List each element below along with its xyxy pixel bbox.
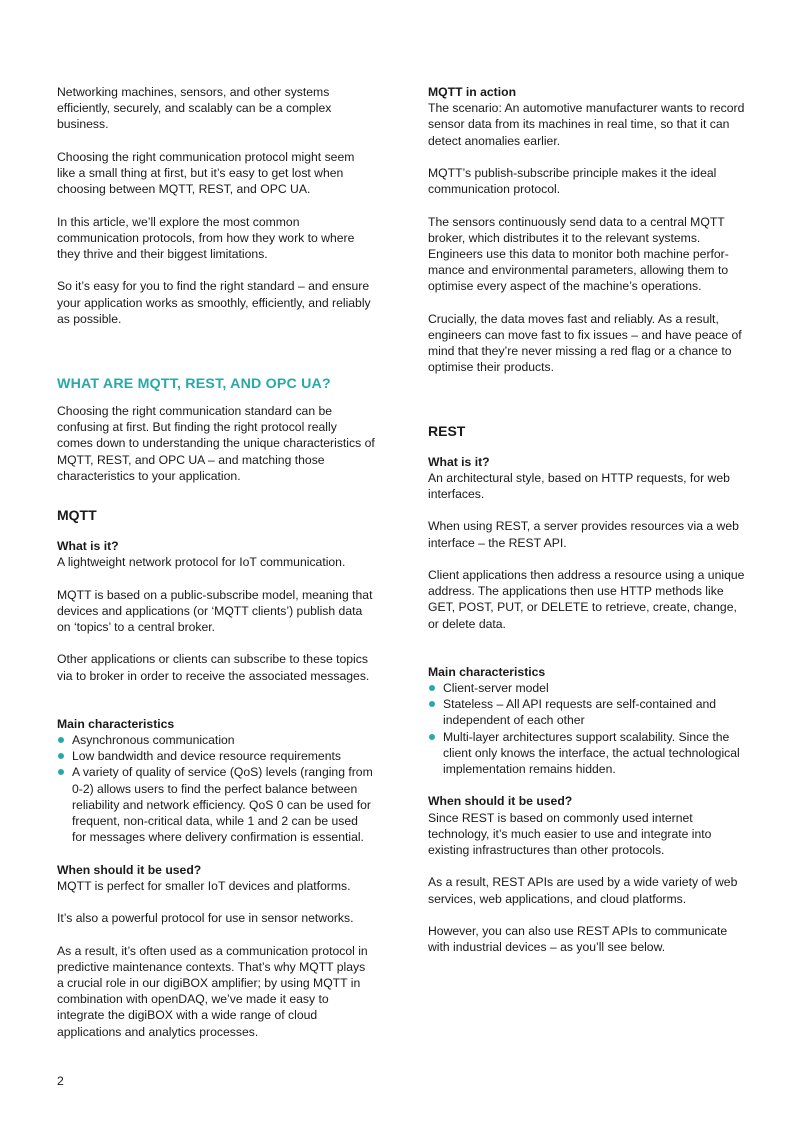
page-number: 2 bbox=[57, 1074, 64, 1088]
mqtt-characteristics-list bbox=[57, 732, 375, 845]
rest-paragraph-3: As a result, REST APIs are used by a wide variety of web services, web applications, and cloud platforms. bbox=[428, 875, 738, 906]
rest-what-label: What is it? bbox=[428, 454, 490, 469]
intro-paragraph-1: Networking machines, sensors, and other systems efficiently, securely, and scalably can be a complex business. bbox=[57, 85, 332, 132]
rest-main-label: Main characteristics bbox=[428, 664, 546, 679]
mqtt-paragraph-1: MQTT is based on a public-subscribe model, meaning that devices and applications (or ‘MQTT clients’) publish data on ‘topics’ to a central broker. bbox=[57, 587, 373, 635]
intro-paragraph-3: In this article, we’ll explore the most common communication protocols, from how they work to where they thrive and their biggest limitations. bbox=[57, 214, 355, 261]
mqtt-what-text: A lightweight network protocol for IoT communication. bbox=[57, 555, 346, 570]
mqtt-action-paragraph-3: The sensors continuously send data to a central MQTT broker, which distributes it to the relevant systems. Engineers use this data to monitor both machine perfor-mance and environmental parameters, allowing them to optimise every aspect of the machine’s operations. bbox=[428, 214, 729, 294]
mqtt-main-label: Main characteristics bbox=[57, 716, 175, 731]
mqtt-action-label: MQTT in action bbox=[428, 85, 517, 99]
rest-when-text: Since REST is based on commonly used internet technology, it’s much easier to use and integrate into existing infrastructures than other protocols. bbox=[428, 810, 712, 858]
mqtt-when-label: When should it be used? bbox=[57, 862, 202, 877]
mqtt-paragraph-4: As a result, it’s often used as a communication protocol in predictive maintenance contexts. That’s why MQTT plays a crucial role in our digiBOX amplifier; by using MQTT in combination with openDAQ, we’ve made it easy to integrate the digiBOX with a wide range of cloud applications and analytics processes. bbox=[57, 943, 368, 1039]
list-item: Client-server model bbox=[428, 680, 746, 696]
mqtt-paragraph-3: It’s also a powerful protocol for use in sensor networks. bbox=[57, 911, 354, 926]
left-column bbox=[57, 84, 375, 1040]
rest-when-label: When should it be used? bbox=[428, 794, 573, 809]
mqtt-action-paragraph-4: Crucially, the data moves fast and reliably. As a result, engineers can move fast to fix issues – and have peace of mind that they’re never missing a red flag or a chance to optimise their products. bbox=[428, 311, 742, 375]
mqtt-paragraph-2: Other applications or clients can subscribe to these topics via to broker in order to receive the associated messages. bbox=[57, 652, 370, 683]
list-item: Low bandwidth and device resource requirements bbox=[57, 748, 375, 764]
rest-paragraph-1: When using REST, a server provides resources via a web interface – the REST API. bbox=[428, 519, 739, 550]
rest-paragraph-4: However, you can also use REST APIs to communicate with industrial devices – as you’ll see below. bbox=[428, 924, 728, 955]
list-item: Stateless – All API requests are self-contained and independent of each other bbox=[428, 696, 746, 728]
list-item: Multi-layer architectures support scalability. Since the client only knows the interface, the actual technological implementation remains hidden. bbox=[428, 729, 746, 778]
mqtt-heading: MQTT bbox=[57, 507, 97, 524]
rest-characteristics-list bbox=[428, 680, 746, 777]
intro-paragraph-2: Choosing the right communication protocol might seem like a small thing at first, but it’s easy to get lost when choosing between MQTT, REST, and OPC UA. bbox=[57, 149, 355, 197]
mqtt-action-paragraph-1: The scenario: An automotive manufacturer wants to record sensor data from its machines in real time, so that it can detect anomalies earlier. bbox=[428, 101, 745, 148]
rest-paragraph-2: Client applications then address a resource using a unique address. The applications then use HTTP methods like GET, POST, PUT, or DELETE to retrieve, create, change, or delete data. bbox=[428, 568, 745, 631]
list-item: Asynchronous communication bbox=[57, 732, 375, 748]
list-item: A variety of quality of service (QoS) levels (ranging from 0-2) allows users to find the perfect balance between reliability and network efficiency. QoS 0 can be used for frequent, non-critical data, while 1 and 2 can be used for messages where delivery confirmation is essential. bbox=[57, 764, 375, 845]
intro-paragraph-4: So it’s easy for you to find the right standard – and ensure your application works as smoothly, efficiently, and reliably as possible. bbox=[57, 279, 371, 326]
mqtt-what-label: What is it? bbox=[57, 539, 119, 554]
right-column bbox=[428, 84, 746, 955]
section-intro: Choosing the right communication standard can be confusing at first. But finding the right protocol really comes down to understanding the unique characteristics of MQTT, REST, and OPC UA – and matching those characteristics to your application. bbox=[57, 404, 375, 483]
section-heading: WHAT ARE MQTT, REST, AND OPC UA? bbox=[57, 376, 331, 392]
rest-heading: REST bbox=[428, 422, 466, 439]
rest-what-text: An architectural style, based on HTTP requests, for web interfaces. bbox=[428, 470, 730, 502]
mqtt-action-paragraph-2: MQTT’s publish-subscribe principle makes it the ideal communication protocol. bbox=[428, 166, 717, 197]
mqtt-when-text: MQTT is perfect for smaller IoT devices and platforms. bbox=[57, 878, 351, 893]
